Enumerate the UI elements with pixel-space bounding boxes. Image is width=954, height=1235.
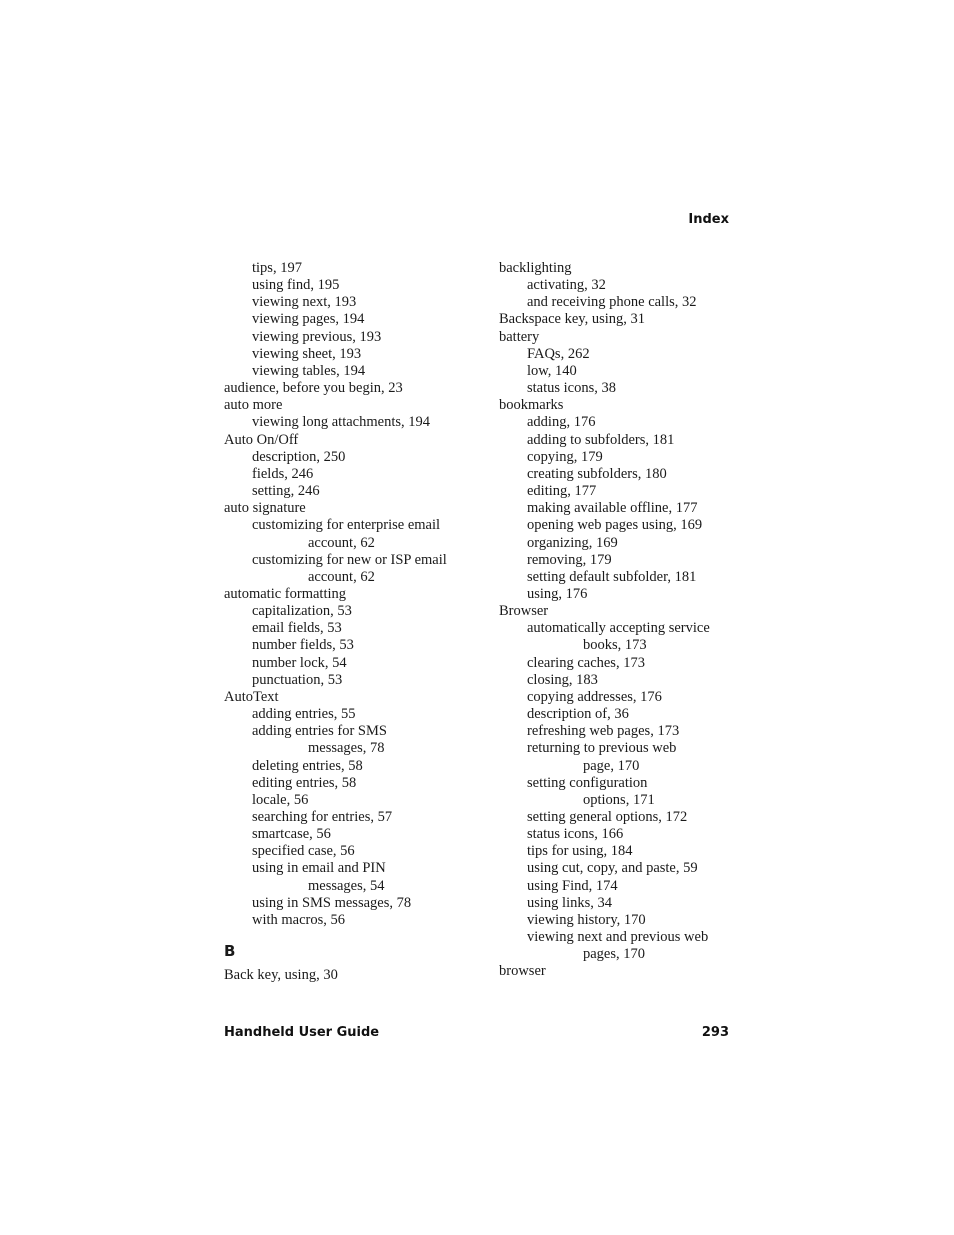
index-subentry: making available offline, 177 <box>527 500 698 517</box>
footer-guide-title: Handheld User Guide <box>224 1025 380 1040</box>
index-entry: battery <box>499 328 540 345</box>
index-subentry: number lock, 54 <box>252 654 347 671</box>
index-subentry: returning to previous web <box>527 740 677 757</box>
index-subentry: editing entries, 58 <box>252 774 357 791</box>
section-letter-heading: B <box>224 942 236 961</box>
index-subentry: setting default subfolder, 181 <box>527 568 697 585</box>
index-entry: AutoText <box>224 688 279 705</box>
index-subentry: punctuation, 53 <box>252 671 343 688</box>
index-subentry-continuation: options, 171 <box>583 791 655 808</box>
index-entry: backlighting <box>499 260 572 276</box>
index-entry: auto more <box>224 397 283 414</box>
index-subentry: email fields, 53 <box>252 620 342 637</box>
index-subentry: clearing caches, 173 <box>527 654 645 671</box>
index-subentry: status icons, 38 <box>527 380 617 397</box>
index-entry: auto signature <box>224 500 306 517</box>
index-entry: Back key, using, 30 <box>224 967 338 984</box>
index-subentry: fields, 246 <box>252 465 314 482</box>
index-subentry: status icons, 166 <box>527 826 624 843</box>
index-subentry: with macros, 56 <box>252 911 346 928</box>
index-subentry: FAQs, 262 <box>527 345 590 362</box>
index-subentry: closing, 183 <box>527 671 598 688</box>
index-subentry-continuation: books, 173 <box>583 637 647 654</box>
index-subentry: using cut, copy, and paste, 59 <box>527 860 698 877</box>
index-entry: Browser <box>499 603 549 620</box>
index-subentry: refreshing web pages, 173 <box>527 723 680 740</box>
index-subentry: copying, 179 <box>527 448 603 465</box>
index-subentry: and receiving phone calls, 32 <box>527 294 697 311</box>
index-subentry: using, 176 <box>527 585 588 602</box>
index-subentry: setting general options, 172 <box>527 809 688 825</box>
index-subentry: specified case, 56 <box>252 843 355 860</box>
index-subentry: adding, 176 <box>527 414 596 431</box>
index-entry: automatic formatting <box>224 585 347 602</box>
index-subentry: setting, 246 <box>252 483 320 500</box>
index-subentry: adding entries, 55 <box>252 706 356 723</box>
index-subentry: viewing long attachments, 194 <box>252 414 430 431</box>
index-subentry: removing, 179 <box>527 551 612 568</box>
index-subentry: searching for entries, 57 <box>252 809 393 825</box>
index-subentry: editing, 177 <box>527 483 597 500</box>
index-subentry-continuation: page, 170 <box>583 757 640 774</box>
index-subentry-continuation: pages, 170 <box>583 946 646 963</box>
index-subentry: locale, 56 <box>252 791 309 808</box>
index-subentry-continuation: account, 62 <box>308 568 375 585</box>
index-subentry: using in email and PIN <box>252 860 386 877</box>
running-header: Index <box>688 212 729 227</box>
index-subentry: activating, 32 <box>527 277 606 294</box>
index-subentry: smartcase, 56 <box>252 826 331 843</box>
index-subentry: number fields, 53 <box>252 637 354 654</box>
index-subentry: automatically accepting service <box>527 620 710 637</box>
index-subentry: using links, 34 <box>527 894 612 911</box>
index-subentry: deleting entries, 58 <box>252 757 363 774</box>
index-subentry: opening web pages using, 169 <box>527 517 703 534</box>
index-subentry: setting configuration <box>527 774 648 791</box>
index-subentry: adding to subfolders, 181 <box>527 431 675 448</box>
index-subentry: viewing tables, 194 <box>252 362 366 379</box>
index-subentry-continuation: messages, 54 <box>308 877 385 894</box>
index-subentry: low, 140 <box>527 362 577 379</box>
index-subentry: creating subfolders, 180 <box>527 465 667 482</box>
index-subentry: viewing next, 193 <box>252 294 357 311</box>
index-column-left <box>224 260 484 984</box>
index-subentry: tips, 197 <box>252 260 302 276</box>
index-entry: browser <box>499 963 546 980</box>
index-subentry-continuation: account, 62 <box>308 534 375 551</box>
index-subentry: capitalization, 53 <box>252 603 352 620</box>
index-subentry: description, 250 <box>252 448 346 465</box>
index-subentry: customizing for new or ISP email <box>252 551 447 568</box>
index-subentry: viewing pages, 194 <box>252 311 365 328</box>
index-entry: Auto On/Off <box>224 431 299 448</box>
index-subentry: using in SMS messages, 78 <box>252 894 412 911</box>
index-subentry: viewing sheet, 193 <box>252 345 362 362</box>
index-subentry: viewing previous, 193 <box>252 328 382 345</box>
index-subentry: organizing, 169 <box>527 534 618 551</box>
index-subentry: using find, 195 <box>252 277 340 294</box>
index-subentry: using Find, 174 <box>527 877 618 894</box>
index-column-right <box>499 260 759 981</box>
index-subentry: viewing history, 170 <box>527 911 646 928</box>
index-entry: audience, before you begin, 23 <box>224 380 403 397</box>
index-entry: Backspace key, using, 31 <box>499 311 646 328</box>
index-subentry: adding entries for SMS <box>252 723 387 740</box>
index-entry: bookmarks <box>499 397 564 414</box>
index-subentry: viewing next and previous web <box>527 929 709 946</box>
index-subentry: customizing for enterprise email <box>252 517 441 534</box>
footer-page-number: 293 <box>701 1025 729 1040</box>
index-subentry-continuation: messages, 78 <box>308 740 385 757</box>
index-subentry: tips for using, 184 <box>527 843 633 860</box>
index-subentry: description of, 36 <box>527 706 629 723</box>
index-subentry: copying addresses, 176 <box>527 688 662 705</box>
